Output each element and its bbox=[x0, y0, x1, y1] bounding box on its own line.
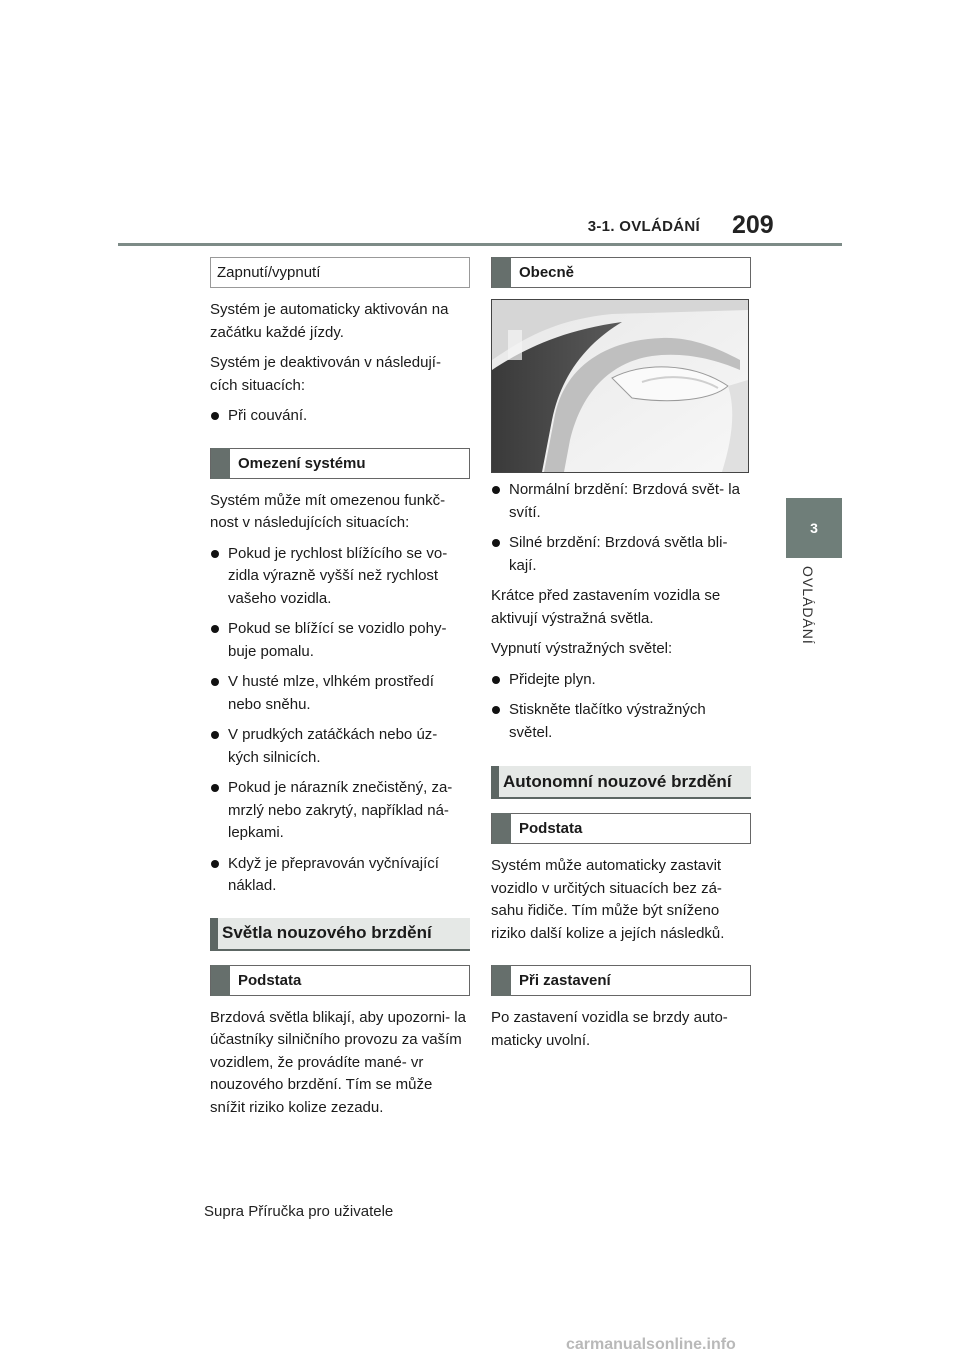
list-item-text: Při couvání. bbox=[228, 407, 308, 424]
subheading-system-limits bbox=[210, 448, 470, 479]
list-item bbox=[210, 618, 470, 663]
paragraph: Brzdová světla blikají, aby upozorni- la účastníky silničního provozu za vaším vozidlem, že provádíte mané- vr nouzového brzdění. Tím se může snížit riziko kolize zezadu. bbox=[210, 1008, 466, 1116]
bullet-icon bbox=[492, 486, 500, 494]
bullet-icon bbox=[211, 678, 219, 686]
bullet-icon bbox=[211, 784, 219, 792]
bullet-list bbox=[210, 405, 470, 428]
header-rule bbox=[118, 243, 842, 246]
paragraph: Systém může automaticky zastavit vozidlo v určitých situacích bez zá- sahu řidiče. Tím může být sníženo riziko další kolize a jejích následků. bbox=[491, 857, 725, 942]
subheading-label: Obecně bbox=[519, 264, 575, 281]
bullet-icon bbox=[492, 676, 500, 684]
bullet-icon bbox=[211, 625, 219, 633]
paragraph: Systém je automaticky aktivován na začátku každé jízdy. bbox=[210, 301, 449, 341]
brake-light-photo bbox=[491, 299, 749, 473]
subheading-label: Zapnutí/vypnutí bbox=[217, 264, 321, 281]
subheading-principle bbox=[210, 965, 470, 996]
chapter-title-vertical: OVLÁDÁNÍ bbox=[800, 566, 816, 645]
bullet-icon bbox=[211, 731, 219, 739]
subheading-on-stop bbox=[491, 965, 751, 996]
subheading-general bbox=[491, 257, 751, 288]
list-item-text: Normální brzdění: Brzdová svět- la svítí. bbox=[509, 481, 740, 521]
list-item bbox=[210, 405, 470, 428]
watermark: carmanualsonline.info bbox=[566, 1336, 736, 1353]
subheading-marker bbox=[211, 448, 230, 479]
bullet-list bbox=[491, 479, 751, 577]
subheading-label: Podstata bbox=[519, 820, 583, 837]
section-heading-emergency-brake-lights bbox=[210, 918, 470, 951]
list-item bbox=[210, 671, 470, 716]
list-item-text: Stiskněte tlačítko výstražných světel. bbox=[509, 701, 706, 741]
list-item bbox=[491, 532, 751, 577]
section-heading-autonomous-emergency-braking bbox=[491, 766, 751, 799]
list-item bbox=[491, 479, 751, 524]
subheading-on-off bbox=[210, 257, 470, 288]
section-heading-label: Autonomní nouzové brzdění bbox=[503, 771, 732, 791]
bullet-icon bbox=[492, 539, 500, 547]
bullet-list bbox=[491, 669, 751, 745]
left-column bbox=[210, 257, 470, 1127]
list-item bbox=[210, 777, 470, 845]
right-column bbox=[491, 257, 751, 1060]
list-item-text: V prudkých zatáčkách nebo úz- kých silnicích. bbox=[228, 726, 438, 766]
bullet-icon bbox=[211, 550, 219, 558]
page-number: 209 bbox=[732, 211, 774, 239]
running-header-section: 3-1. OVLÁDÁNÍ bbox=[587, 218, 700, 235]
subheading-label: Omezení systému bbox=[238, 454, 366, 472]
list-item bbox=[210, 853, 470, 898]
list-item bbox=[491, 699, 751, 744]
bullet-icon bbox=[492, 706, 500, 714]
list-item-text: Silné brzdění: Brzdová světla bli- kají. bbox=[509, 534, 728, 574]
list-item-text: Když je přepravován vyčnívající náklad. bbox=[228, 854, 439, 894]
list-item bbox=[491, 669, 751, 692]
subheading-label: Podstata bbox=[238, 971, 302, 989]
list-item-text: Pokud se blížící se vozidlo pohy- buje pomalu. bbox=[228, 620, 447, 660]
subheading-label: Při zastavení bbox=[519, 972, 611, 989]
bullet-list bbox=[210, 543, 470, 898]
subheading-marker bbox=[492, 965, 511, 996]
paragraph: Systém je deaktivován v následují- cích situacích: bbox=[210, 354, 441, 394]
paragraph: Vypnutí výstražných světel: bbox=[491, 640, 673, 657]
chapter-tab bbox=[786, 498, 842, 558]
bullet-icon bbox=[211, 860, 219, 868]
subheading-principle bbox=[491, 813, 751, 844]
paragraph: Systém může mít omezenou funkč- nost v následujících situacích: bbox=[210, 491, 446, 531]
footer-manual-title: Supra Příručka pro uživatele bbox=[204, 1203, 394, 1220]
subheading-marker bbox=[492, 257, 511, 288]
section-marker bbox=[491, 766, 499, 799]
subheading-marker bbox=[492, 813, 511, 844]
list-item-text: V husté mlze, vlhkém prostředí nebo sněhu. bbox=[228, 673, 434, 713]
subheading-marker bbox=[211, 965, 230, 996]
car-rear-light-illustration bbox=[492, 300, 748, 472]
list-item-text: Přidejte plyn. bbox=[509, 670, 596, 688]
section-marker bbox=[210, 918, 218, 951]
paragraph: Krátce před zastavením vozidla se aktivují výstražná světla. bbox=[491, 587, 721, 627]
section-heading-label: Světla nouzového brzdění bbox=[222, 923, 432, 942]
paragraph: Po zastavení vozidla se brzdy auto- maticky uvolní. bbox=[491, 1009, 728, 1049]
list-item-text: Pokud je nárazník znečistěný, za- mrzlý nebo zakrytý, například ná- lepkami. bbox=[228, 779, 453, 841]
list-item-text: Pokud je rychlost blížícího se vo- zidla výrazně vyšší než rychlost vašeho vozidla. bbox=[228, 544, 448, 607]
list-item bbox=[210, 724, 470, 769]
bullet-icon bbox=[211, 412, 219, 420]
chapter-number: 3 bbox=[810, 520, 818, 536]
list-item bbox=[210, 543, 470, 611]
